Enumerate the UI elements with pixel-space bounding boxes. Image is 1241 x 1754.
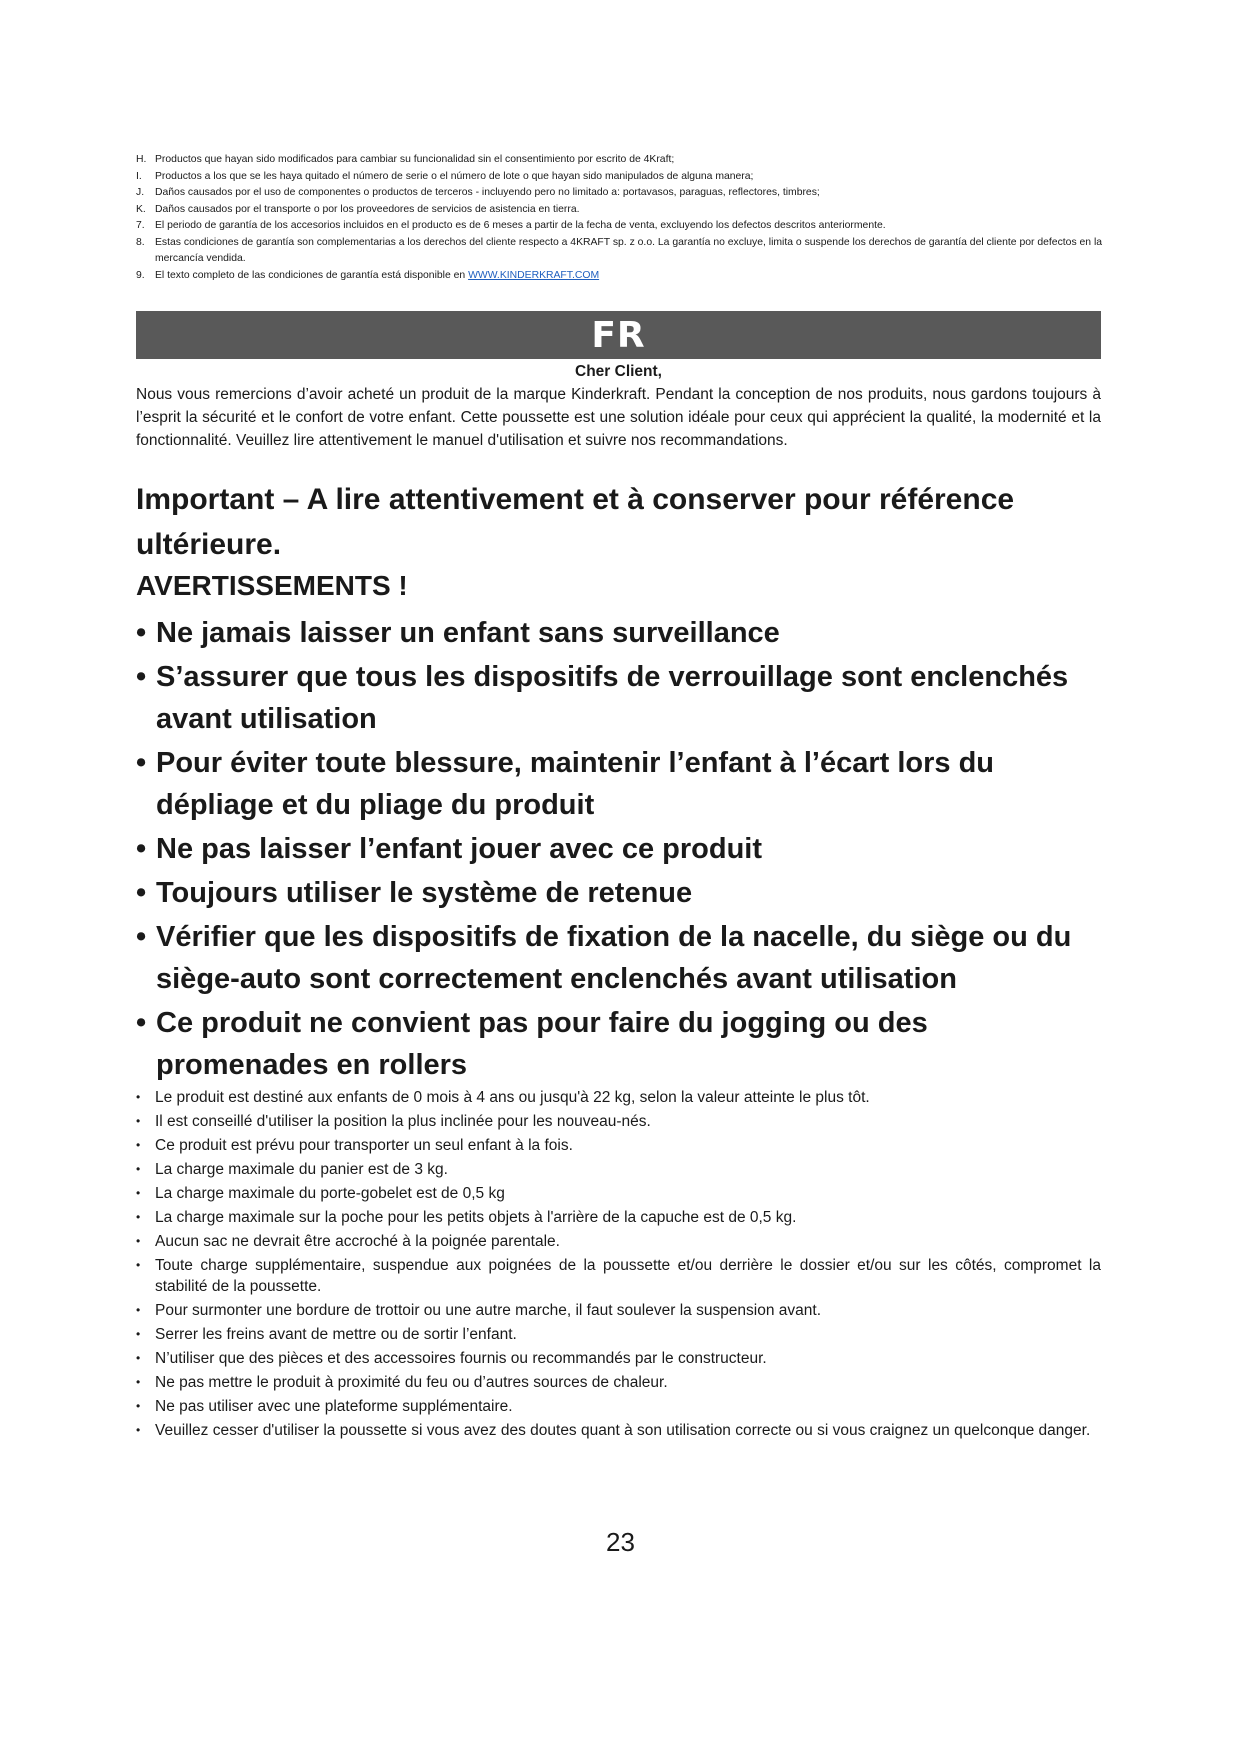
bullet-icon: •	[136, 1258, 141, 1272]
note-item	[136, 1324, 1101, 1345]
warning-text: Ne jamais laisser un enfant sans surveillance	[156, 617, 780, 649]
list-item	[136, 268, 1106, 285]
bullet-icon: •	[136, 1303, 141, 1317]
warning-text: Toujours utiliser le système de retenue	[156, 877, 693, 909]
note-item	[136, 1255, 1101, 1297]
bullet-icon: •	[136, 617, 147, 649]
list-marker: 7.	[136, 220, 145, 231]
bullet-icon: •	[136, 833, 147, 865]
list-marker: K.	[136, 203, 146, 215]
note-text: Veuillez cesser d'utiliser la poussette si vous avez des doutes quant à son utilisation correcte ou si vous craignez un quelconque danger.	[155, 1422, 1091, 1439]
note-item	[136, 1231, 1101, 1252]
warning-item	[136, 828, 1101, 870]
note-text: Ne pas mettre le produit à proximité du feu ou d’autres sources de chaleur.	[155, 1374, 668, 1391]
bullet-icon: •	[136, 1234, 141, 1248]
list-text: Daños causados por el uso de componentes o productos de terceros - incluyendo pero no limitado a: portavasos, paraguas, reflectores, timbres;	[155, 187, 820, 198]
note-item	[136, 1207, 1101, 1228]
greeting: Cher Client,	[575, 363, 662, 380]
note-text: La charge maximale du panier est de 3 kg.	[155, 1161, 448, 1178]
bullet-icon: •	[136, 1138, 141, 1152]
note-text: Le produit est destiné aux enfants de 0 mois à 4 ans ou jusqu'à 22 kg, selon la valeur atteinte le plus tôt.	[155, 1089, 870, 1106]
note-item	[136, 1135, 1101, 1156]
warning-text: Vérifier que les dispositifs de fixation de la nacelle, du siège ou du siège-auto sont correctement enclenchés avant utilisation	[156, 921, 1072, 995]
warning-text: S’assurer que tous les dispositifs de verrouillage sont enclenchés avant utilisation	[156, 661, 1069, 735]
note-text: Ne pas utiliser avec une plateforme supplémentaire.	[155, 1398, 513, 1415]
bullet-icon: •	[136, 1351, 141, 1365]
notes-list	[136, 1087, 1101, 1444]
intro-paragraph: Nous vous remercions d’avoir acheté un produit de la marque Kinderkraft. Pendant la conception de nos produits, nous gardons toujours à l’esprit la sécurité et le confort de votre enfant. Cette poussette est une solution idéale pour ceux qui apprécient la qualité, la modernité et la fonctionnalité. Veuillez lire attentivement le manuel d'utilisation et suivre nos recommandations.	[136, 386, 1101, 449]
warning-item	[136, 612, 1101, 654]
bullet-icon: •	[136, 1210, 141, 1224]
bullet-icon: •	[136, 1186, 141, 1200]
note-item	[136, 1420, 1101, 1441]
bullet-icon: •	[136, 1162, 141, 1176]
list-marker: J.	[136, 187, 145, 198]
warning-item	[136, 742, 1101, 826]
note-text: Aucun sac ne devrait être accroché à la poignée parentale.	[155, 1233, 560, 1250]
warning-text: Ne pas laisser l’enfant jouer avec ce produit	[156, 833, 762, 865]
warning-item	[136, 872, 1101, 914]
note-text: Pour surmonter une bordure de trottoir ou une autre marche, il faut soulever la suspension avant.	[155, 1302, 822, 1319]
list-item	[136, 235, 1106, 268]
bullet-icon: •	[136, 661, 147, 693]
bullet-icon: •	[136, 1007, 147, 1039]
list-text: Estas condiciones de garantía son complementarias a los derechos del cliente respecto a 4KRAFT sp. z o.o. La garantía no excluye, limita o suspende los derechos de garantía del cliente por defectos en la mercancía vendida.	[155, 236, 1103, 264]
bullet-icon: •	[136, 1399, 141, 1413]
warning-item	[136, 1002, 1101, 1086]
note-text: La charge maximale sur la poche pour les petits objets à l'arrière de la capuche est de 0,5 kg.	[155, 1209, 797, 1226]
note-item	[136, 1087, 1101, 1108]
note-item	[136, 1183, 1101, 1204]
language-banner	[136, 311, 1101, 359]
list-marker: I.	[136, 170, 142, 182]
bullet-icon: •	[136, 877, 147, 909]
main-warnings-list	[136, 612, 1101, 1088]
list-item	[136, 152, 1106, 169]
list-text: Productos a los que se les haya quitado el número de serie o el número de lote o que hayan sido manipulados de alguna manera;	[155, 170, 754, 182]
bullet-icon: •	[136, 1327, 141, 1341]
note-item	[136, 1348, 1101, 1369]
list-marker: 9.	[136, 269, 145, 281]
bullet-icon: •	[136, 747, 147, 779]
note-item	[136, 1159, 1101, 1180]
page-number: 23	[606, 1527, 635, 1557]
note-text: Toute charge supplémentaire, suspendue aux poignées de la poussette et/ou derrière le dossier et/ou sur les côtés, compromet la stabilité de la poussette.	[155, 1257, 1101, 1295]
bullet-icon: •	[136, 1114, 141, 1128]
list-text: Productos que hayan sido modificados para cambiar su funcionalidad sin el consentimiento por escrito de 4Kraft;	[155, 154, 675, 165]
bullet-icon: •	[136, 1375, 141, 1389]
list-item	[136, 202, 1106, 219]
list-text: Daños causados por el transporte o por los proveedores de servicios de asistencia en tierra.	[155, 203, 580, 215]
note-text: La charge maximale du porte-gobelet est de 0,5 kg	[155, 1185, 505, 1202]
language-code: FR	[591, 314, 646, 356]
warnings-heading: AVERTISSEMENTS !	[136, 570, 408, 601]
kinderkraft-link[interactable]: WWW.KINDERKRAFT.COM	[468, 269, 600, 281]
important-heading: Important – A lire attentivement et à conserver pour référence ultérieure.	[136, 483, 1015, 561]
note-text: Il est conseillé d'utiliser la position la plus inclinée pour les nouveau-nés.	[155, 1113, 651, 1130]
note-text: N’utiliser que des pièces et des accessoires fournis ou recommandés par le constructeur.	[155, 1350, 767, 1367]
warning-text: Pour éviter toute blessure, maintenir l’enfant à l’écart lors du dépliage et du pliage du produit	[156, 747, 994, 821]
warning-item	[136, 656, 1101, 740]
bullet-icon: •	[136, 1090, 141, 1104]
note-item	[136, 1372, 1101, 1393]
bullet-icon: •	[136, 921, 147, 953]
spanish-warranty-list	[136, 152, 1106, 284]
list-item	[136, 185, 1106, 202]
list-marker: 8.	[136, 236, 145, 248]
list-item	[136, 218, 1106, 235]
warning-item	[136, 916, 1101, 1000]
note-text: Ce produit est prévu pour transporter un seul enfant à la fois.	[155, 1137, 573, 1154]
warning-text: Ce produit ne convient pas pour faire du jogging ou des promenades en rollers	[156, 1007, 928, 1081]
list-marker: H.	[136, 154, 147, 165]
bullet-icon: •	[136, 1423, 141, 1437]
list-item	[136, 169, 1106, 186]
note-item	[136, 1396, 1101, 1417]
note-item	[136, 1111, 1101, 1132]
list-text: El periodo de garantía de los accesorios incluidos en el producto es de 6 meses a partir de la fecha de venta, excluyendo los defectos descritos anteriormente.	[155, 220, 886, 231]
note-text: Serrer les freins avant de mettre ou de sortir l’enfant.	[155, 1326, 517, 1343]
list-text: El texto completo de las condiciones de garantía está disponible en	[155, 269, 469, 281]
note-item	[136, 1300, 1101, 1321]
